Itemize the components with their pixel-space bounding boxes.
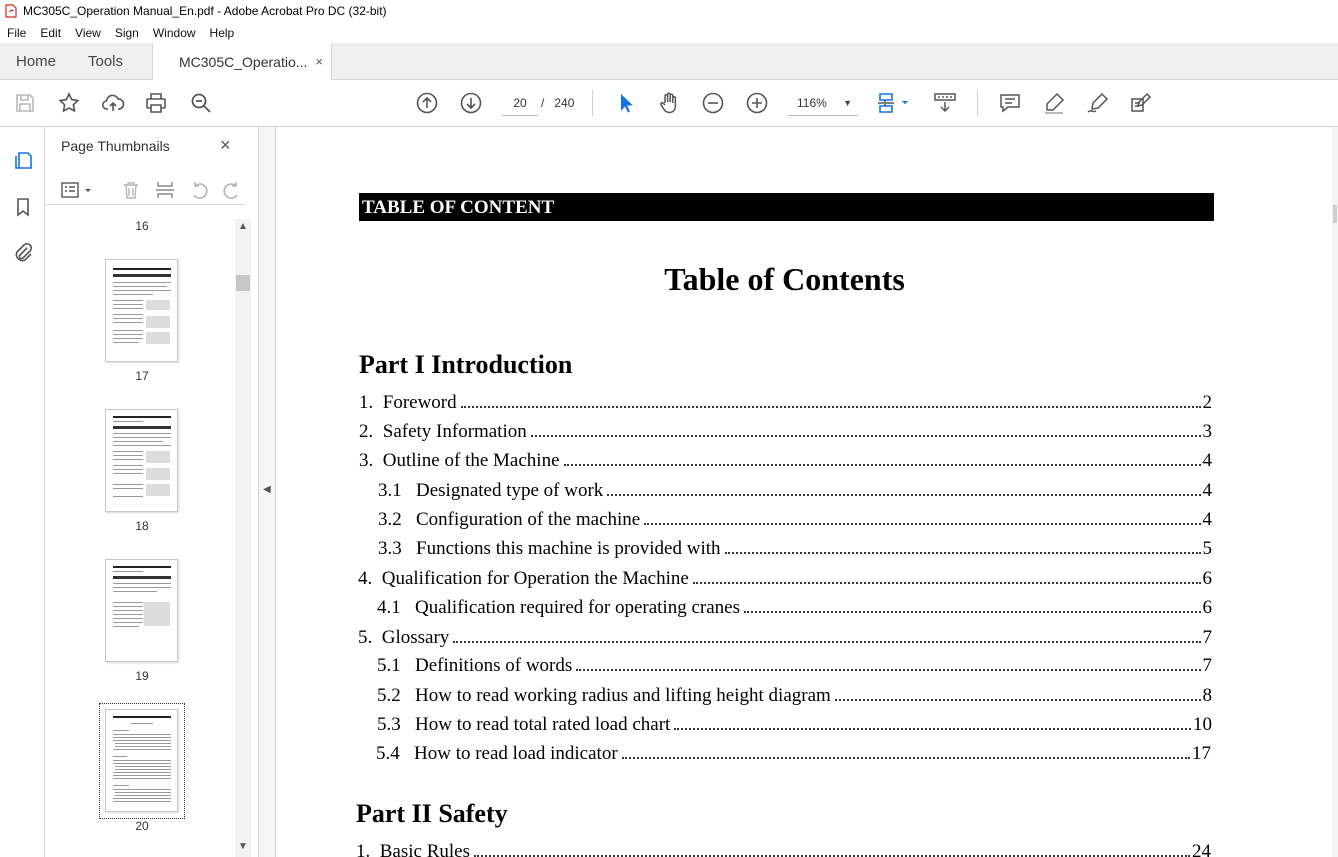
page-number-input[interactable]: 20 <box>502 90 538 116</box>
toc-entry[interactable] <box>377 597 1212 623</box>
toc-text: Basic Rules <box>379 841 470 857</box>
toc-entry[interactable] <box>377 685 1212 711</box>
thumbnail-toolbar <box>45 175 245 205</box>
menu-edit[interactable]: Edit <box>40 25 62 40</box>
toc-text: How to read load indicator <box>414 743 618 764</box>
toc-entry[interactable] <box>359 450 1212 476</box>
toc-page: 6 <box>1202 568 1212 589</box>
toc-entry[interactable] <box>378 509 1212 535</box>
page-display-icon[interactable] <box>876 90 910 116</box>
tab-tools[interactable]: Tools <box>88 53 124 70</box>
rotate-counterclockwise-icon[interactable] <box>186 177 212 203</box>
toc-number: 4. <box>358 568 382 589</box>
page-thumbnails-panel <box>45 127 259 857</box>
thumbnail-page-label: 16 <box>135 219 149 233</box>
navigation-rail <box>0 127 45 857</box>
menu-bar <box>0 22 1338 43</box>
scrollbar-thumb[interactable] <box>1333 205 1337 223</box>
close-tab-icon[interactable]: × <box>315 54 323 69</box>
rotate-clockwise-icon[interactable] <box>219 177 245 203</box>
chevron-down-icon: ▼ <box>843 98 852 108</box>
hand-tool-icon[interactable] <box>656 90 682 116</box>
toc-number: 5.4 <box>376 743 414 764</box>
page-title: Table of Contents <box>664 261 905 297</box>
toc-number: 1. <box>359 392 383 413</box>
toc-entry[interactable] <box>378 480 1212 506</box>
tab-document[interactable] <box>152 43 332 81</box>
toc-entry[interactable] <box>358 627 1212 653</box>
document-scrollbar[interactable] <box>1332 127 1338 857</box>
attachment-icon[interactable] <box>10 239 36 265</box>
toc-text: How to read total rated load chart <box>415 714 671 735</box>
toc-page: 7 <box>1202 627 1212 648</box>
toc-text: Foreword <box>382 392 457 413</box>
toc-text: Functions this machine is provided with <box>416 538 721 559</box>
toc-page: 8 <box>1202 685 1212 706</box>
thumbnail-page-label: 20 <box>135 819 149 833</box>
thumbnail-page-19[interactable] <box>105 559 178 662</box>
toc-text: Designated type of work <box>416 480 604 501</box>
part-heading: Part II Safety <box>356 799 508 828</box>
toc-entry[interactable] <box>377 655 1212 681</box>
save-icon[interactable] <box>12 90 38 116</box>
toc-entry[interactable] <box>376 743 1211 769</box>
scroll-mode-icon[interactable] <box>932 90 958 116</box>
toc-number: 5.1 <box>377 655 415 676</box>
part-heading: Part I Introduction <box>359 350 573 379</box>
page-total: 240 <box>554 96 575 110</box>
toc-page: 4 <box>1202 450 1212 471</box>
main-toolbar <box>0 80 1338 127</box>
toc-page: 4 <box>1202 509 1212 530</box>
toc-text: How to read working radius and lifting height diagram <box>415 685 831 706</box>
scroll-up-icon[interactable]: ▲ <box>238 221 248 232</box>
panel-title: Page Thumbnails <box>61 138 170 154</box>
page-separator: / <box>541 96 545 110</box>
toc-page: 3 <box>1202 421 1212 442</box>
toc-page: 6 <box>1202 597 1212 618</box>
toc-text: Safety Information <box>382 421 527 442</box>
toc-page: 10 <box>1193 714 1212 735</box>
toc-number: 5. <box>358 627 382 648</box>
toc-text: Qualification for Operation the Machine <box>381 568 689 589</box>
toc-number: 3.2 <box>378 509 416 530</box>
scroll-down-icon[interactable]: ▼ <box>238 841 248 852</box>
toc-text: Definitions of words <box>415 655 573 676</box>
page-count <box>541 90 574 116</box>
upload-cloud-icon[interactable] <box>100 90 126 116</box>
zoom-value: 116% <box>797 96 827 110</box>
previous-page-icon[interactable] <box>414 90 440 116</box>
menu-view[interactable]: View <box>75 25 101 40</box>
toc-page: 5 <box>1202 538 1212 559</box>
toc-number: 3.3 <box>378 538 416 559</box>
toc-page: 7 <box>1202 655 1212 676</box>
toc-entry[interactable] <box>377 714 1212 740</box>
menu-sign[interactable]: Sign <box>114 25 139 40</box>
select-cursor-icon[interactable] <box>612 90 638 116</box>
bookmark-icon[interactable] <box>10 194 36 220</box>
close-panel-icon[interactable]: × <box>220 135 231 155</box>
toc-page: 2 <box>1202 392 1212 413</box>
toc-number: 5.2 <box>377 685 415 706</box>
toc-number: 1. <box>356 841 380 857</box>
delete-icon[interactable] <box>118 177 144 203</box>
toc-entry[interactable] <box>359 421 1212 447</box>
tab-home[interactable]: Home <box>16 53 57 70</box>
title-bar <box>0 0 1338 22</box>
panel-collapse-handle[interactable] <box>259 127 276 857</box>
comment-icon[interactable] <box>997 90 1023 116</box>
window-title: MC305C_Operation Manual_En.pdf - Adobe Acrobat Pro DC (32-bit) <box>23 4 387 18</box>
thumbnail-page-label: 18 <box>135 519 149 533</box>
tab-document-label: MC305C_Operatio... <box>179 54 308 70</box>
tab-bar <box>0 43 1338 80</box>
next-page-icon[interactable] <box>458 90 484 116</box>
zoom-in-icon[interactable] <box>744 90 770 116</box>
zoom-dropdown[interactable] <box>788 90 858 116</box>
toc-page: 17 <box>1192 743 1211 764</box>
options-menu-icon[interactable] <box>59 177 95 203</box>
thumbnail-page-20[interactable] <box>105 709 178 812</box>
thumbnail-page-label: 19 <box>135 669 149 683</box>
print-icon[interactable] <box>143 90 169 116</box>
toc-text: Outline of the Machine <box>382 450 560 471</box>
page-thumbnails-icon[interactable] <box>10 147 36 173</box>
toc-page: 4 <box>1202 480 1212 501</box>
scrollbar-thumb[interactable] <box>236 275 250 291</box>
menu-help[interactable]: Help <box>209 25 235 40</box>
menu-window[interactable]: Window <box>152 25 196 40</box>
collapse-arrow-icon: ◀ <box>263 484 271 495</box>
toc-text: Qualification required for operating cranes <box>415 597 740 618</box>
toc-number: 5.3 <box>377 714 415 735</box>
toc-entry[interactable] <box>378 538 1212 564</box>
thumbnail-page-18[interactable] <box>105 409 178 512</box>
thumbnail-page-17[interactable] <box>105 259 178 362</box>
bookmark-star-icon[interactable] <box>56 90 82 116</box>
menu-file[interactable]: File <box>7 25 27 40</box>
toc-number: 3. <box>359 450 383 471</box>
thumbnail-page-label: 17 <box>135 369 149 383</box>
highlight-pen-icon[interactable] <box>1041 90 1067 116</box>
toc-page: 24 <box>1192 841 1211 857</box>
toc-number: 4.1 <box>377 597 415 618</box>
toc-text: Glossary <box>381 627 450 648</box>
document-view <box>277 127 1338 857</box>
toc-entry[interactable] <box>356 841 1211 857</box>
toc-number: 2. <box>359 421 383 442</box>
acrobat-pdf-icon <box>4 4 17 18</box>
sign-pen-icon[interactable] <box>1085 90 1111 116</box>
zoom-out-icon[interactable] <box>700 90 726 116</box>
section-banner: TABLE OF CONTENT <box>359 193 1214 221</box>
thumbnail-scrollbar[interactable] <box>235 219 251 857</box>
toc-entry[interactable] <box>359 392 1212 418</box>
fill-sign-icon[interactable] <box>1128 90 1154 116</box>
toc-entry[interactable] <box>358 568 1212 594</box>
search-zoom-icon[interactable] <box>188 90 214 116</box>
toc-number: 3.1 <box>378 480 416 501</box>
toc-text: Configuration of the machine <box>416 509 641 530</box>
insert-page-icon[interactable] <box>152 177 178 203</box>
